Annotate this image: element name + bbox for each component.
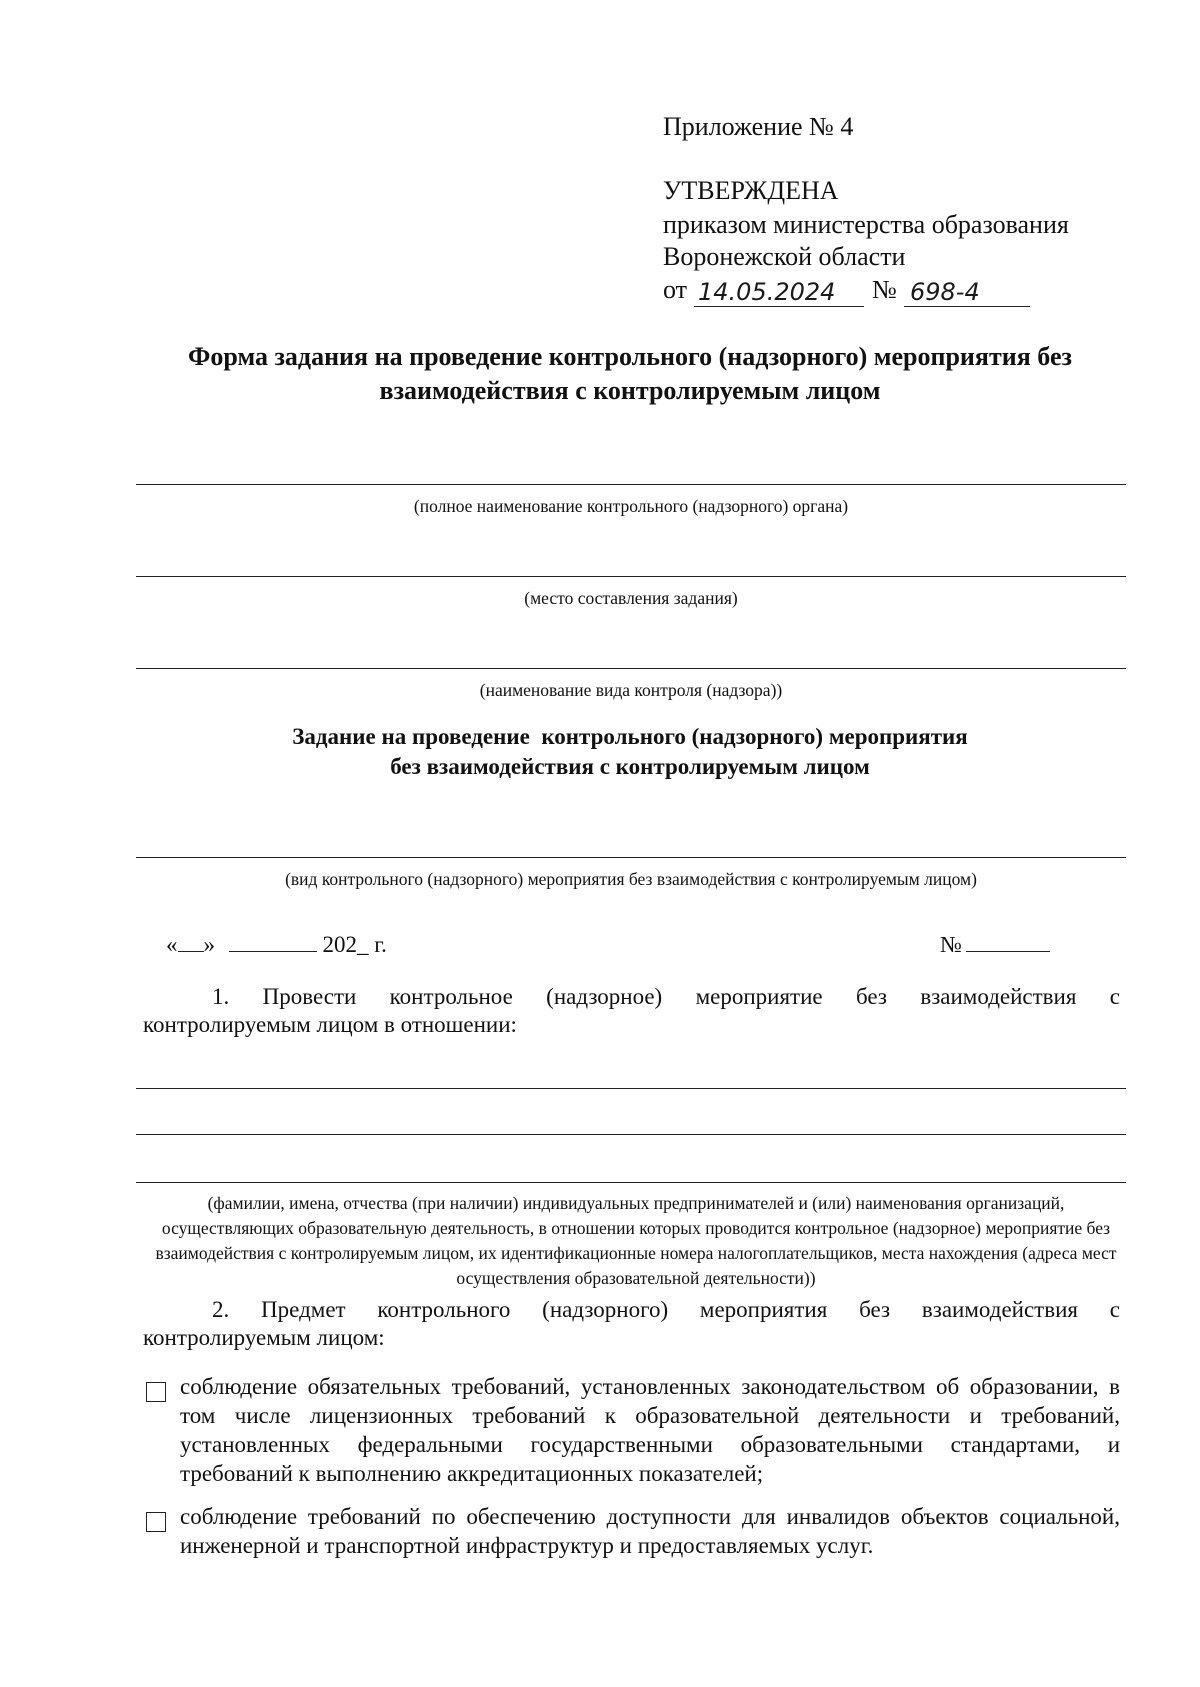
subjects-line-2 bbox=[136, 1134, 1126, 1135]
order-number-field bbox=[904, 278, 1030, 307]
place-caption: (место составления задания) bbox=[524, 588, 738, 608]
approved-label: УТВЕРЖДЕНА bbox=[663, 176, 839, 205]
date-close-quote: » bbox=[203, 932, 215, 957]
control-type-line bbox=[136, 668, 1126, 669]
appendix-label: Приложение № 4 bbox=[663, 112, 854, 141]
item2-line-2: контролируемым лицом: bbox=[143, 1325, 385, 1350]
month-blank[interactable] bbox=[229, 931, 317, 952]
order-from-label: от bbox=[663, 275, 688, 304]
task-number-blank[interactable] bbox=[966, 931, 1050, 952]
task-number-row bbox=[940, 930, 1050, 960]
form-title: Форма задания на проведение контрольного (надзорного) мероприятия без взаимодействия с контролируемым лицом bbox=[188, 342, 1072, 405]
option-1-text: соблюдение обязательных требований, установленных законодательством об образовании, в том числе лицензионных требований к образовательной деятельности и требований, установленных федеральными государственными образовательными стандартами, и требований к выполнению аккредитационных показателей; bbox=[180, 1374, 1120, 1486]
option-2-checkbox[interactable] bbox=[146, 1512, 166, 1532]
order-line-1: приказом министерства образования bbox=[663, 210, 1069, 239]
item2-line-1: 2. Предмет контрольного (надзорного) мероприятия без взаимодействия с bbox=[212, 1297, 1120, 1322]
order-number-handwritten: 698-4 bbox=[910, 278, 980, 306]
day-blank[interactable] bbox=[178, 931, 204, 952]
place-line bbox=[136, 576, 1126, 577]
order-date-handwritten: 14.05.2024 bbox=[698, 278, 836, 306]
task-number-label: № bbox=[940, 932, 962, 957]
option-2-text: соблюдение требований по обеспечению доступности для инвалидов объектов социальной, инженерной и транспортной инфраструктур и предоставляемых услуг. bbox=[180, 1504, 1120, 1558]
item1-line-2: контролируемым лицом в отношении: bbox=[143, 1012, 517, 1037]
event-type-line bbox=[136, 857, 1126, 858]
subjects-line-1 bbox=[136, 1088, 1126, 1089]
order-date-field bbox=[694, 278, 864, 307]
task-title bbox=[130, 722, 1130, 782]
subjects-line-3 bbox=[136, 1182, 1126, 1183]
control-type-caption: (наименование вида контроля (надзора)) bbox=[479, 680, 783, 700]
subjects-caption: (фамилии, имена, отчества (при наличии) индивидуальных предпринимателей и (или) наименования организаций, осуществляющих образовательную деятельность, в отношении которых проводится контрольное (надзорное) мероприятие без взаимодействия с контролируемым лицом, их идентификационные номера налогоплательщиков, места нахождения (адреса мест осуществления образовательной деятельности)) bbox=[155, 1193, 1117, 1288]
option-1-checkbox[interactable] bbox=[146, 1382, 166, 1402]
authority-line bbox=[136, 484, 1126, 485]
authority-caption: (полное наименование контрольного (надзорного) органа) bbox=[413, 496, 849, 516]
item1-line-1: 1. Провести контрольное (надзорное) мероприятие без взаимодействия с bbox=[212, 984, 1120, 1009]
year-label: 202_ г. bbox=[322, 932, 387, 957]
task-title-line-2: без взаимодействия с контролируемым лицом bbox=[390, 754, 870, 779]
task-date-row bbox=[166, 930, 387, 960]
date-open-quote: « bbox=[166, 932, 178, 957]
event-type-caption: (вид контрольного (надзорного) мероприятия без взаимодействия с контролируемым лицом) bbox=[285, 869, 977, 889]
order-number-label: № bbox=[872, 275, 897, 304]
order-line-2: Воронежской области bbox=[663, 242, 906, 271]
task-title-line-1: Задание на проведение контрольного (надзорного) мероприятия bbox=[292, 724, 968, 749]
